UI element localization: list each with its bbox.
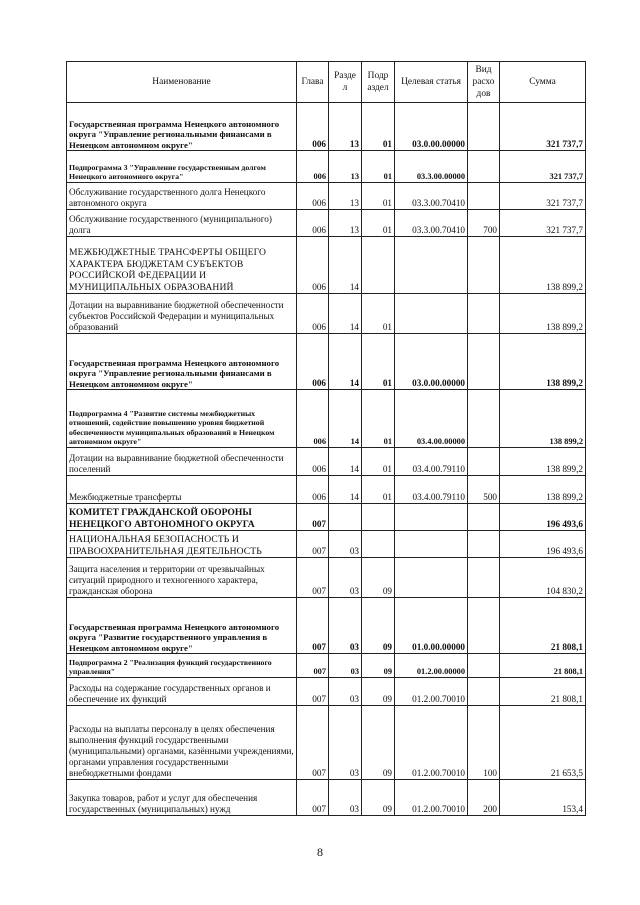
row-expense-kind (468, 390, 500, 448)
row-expense-kind (468, 678, 500, 706)
row-sum: 138 899,2 (500, 390, 586, 448)
row-sum: 21 808,1 (500, 654, 586, 678)
row-target-article: 03.4.00.79110 (395, 476, 468, 504)
row-target-article (395, 531, 468, 558)
page-number: 8 (317, 845, 323, 859)
table-body (67, 103, 586, 816)
row-subsection (362, 237, 395, 294)
row-sum: 21 653,5 (500, 706, 586, 780)
row-chapter: 007 (297, 678, 329, 706)
row-sum: 153,4 (500, 780, 586, 816)
row-target-article: 01.0.00.00000 (395, 598, 468, 654)
row-section: 03 (329, 598, 362, 654)
row-sum: 321 737,7 (500, 183, 586, 210)
row-expense-kind (468, 598, 500, 654)
row-name: Государственная программа Ненецкого автономного округа "Управление региональными финансами в Ненецком автономном округе" (67, 103, 297, 151)
row-target-article: 03.0.00.00000 (395, 334, 468, 390)
table-row (67, 706, 586, 780)
row-subsection: 01 (362, 448, 395, 476)
row-chapter: 006 (297, 151, 329, 183)
row-section: 13 (329, 183, 362, 210)
row-section: 03 (329, 654, 362, 678)
header-name: Наименование (67, 62, 297, 103)
row-sum: 138 899,2 (500, 237, 586, 294)
row-chapter: 007 (297, 504, 329, 531)
row-chapter: 007 (297, 780, 329, 816)
row-name: Государственная программа Ненецкого автономного округа "Управление региональными финансами в Ненецком автономном округе" (67, 334, 297, 390)
row-chapter: 006 (297, 390, 329, 448)
row-subsection: 09 (362, 598, 395, 654)
row-name: Закупка товаров, работ и услуг для обеспечения государственных (муниципальных) нужд (67, 780, 297, 816)
row-chapter: 006 (297, 210, 329, 237)
table-row (67, 558, 586, 598)
row-subsection: 01 (362, 103, 395, 151)
row-section: 14 (329, 334, 362, 390)
row-section: 03 (329, 678, 362, 706)
row-section: 14 (329, 476, 362, 504)
row-expense-kind (468, 504, 500, 531)
table-row (67, 476, 586, 504)
table-row (67, 237, 586, 294)
row-subsection: 09 (362, 678, 395, 706)
row-name: Расходы на выплаты персоналу в целях обеспечения выполнения функций государственными (муниципальными) органами, казёнными учреждениями, органами управления государственными внебюджетными фондами (67, 706, 297, 780)
row-section: 13 (329, 103, 362, 151)
row-subsection: 01 (362, 476, 395, 504)
row-chapter: 006 (297, 294, 329, 334)
row-subsection: 09 (362, 706, 395, 780)
row-section: 14 (329, 294, 362, 334)
row-section: 14 (329, 390, 362, 448)
row-expense-kind (468, 531, 500, 558)
row-name: КОМИТЕТ ГРАЖДАНСКОЙ ОБОРОНЫ НЕНЕЦКОГО АВТОНОМНОГО ОКРУГА (67, 504, 297, 531)
row-sum: 138 899,2 (500, 448, 586, 476)
row-target-article: 01.2.00.70010 (395, 780, 468, 816)
row-target-article: 03.4.00.00000 (395, 390, 468, 448)
row-target-article (395, 558, 468, 598)
row-target-article: 03.3.00.00000 (395, 151, 468, 183)
row-name: МЕЖБЮДЖЕТНЫЕ ТРАНСФЕРТЫ ОБЩЕГО ХАРАКТЕРА БЮДЖЕТАМ СУБЪЕКТОВ РОССИЙСКОЙ ФЕДЕРАЦИИ И МУНИЦИПАЛЬНЫХ ОБРАЗОВАНИЙ (67, 237, 297, 294)
row-subsection (362, 531, 395, 558)
row-sum: 21 808,1 (500, 598, 586, 654)
row-expense-kind (468, 294, 500, 334)
row-sum: 138 899,2 (500, 476, 586, 504)
header-sum: Сумма (500, 62, 586, 103)
row-section: 13 (329, 151, 362, 183)
row-sum: 138 899,2 (500, 294, 586, 334)
table-row (67, 183, 586, 210)
header-target-article: Целевая статья (395, 62, 468, 103)
row-target-article: 03.3.00.70410 (395, 210, 468, 237)
row-name: Обслуживание государственного долга Ненецкого автономного округа (67, 183, 297, 210)
row-chapter: 006 (297, 476, 329, 504)
row-expense-kind (468, 183, 500, 210)
row-subsection: 01 (362, 294, 395, 334)
table-row (67, 598, 586, 654)
row-chapter: 007 (297, 654, 329, 678)
row-expense-kind (468, 151, 500, 183)
row-section: 03 (329, 558, 362, 598)
row-expense-kind: 100 (468, 706, 500, 780)
row-subsection: 01 (362, 210, 395, 237)
row-chapter: 007 (297, 558, 329, 598)
row-chapter: 007 (297, 706, 329, 780)
budget-table (66, 61, 586, 816)
row-chapter: 006 (297, 103, 329, 151)
row-section: 03 (329, 706, 362, 780)
row-sum: 196 493,6 (500, 531, 586, 558)
table-row (67, 504, 586, 531)
row-subsection: 01 (362, 390, 395, 448)
row-subsection: 09 (362, 654, 395, 678)
row-subsection: 01 (362, 151, 395, 183)
row-chapter: 007 (297, 531, 329, 558)
row-sum: 138 899,2 (500, 334, 586, 390)
row-sum: 321 737,7 (500, 103, 586, 151)
row-name: Государственная программа Ненецкого автономного округа "Развитие государственного управления в Ненецком автономном округе" (67, 598, 297, 654)
row-subsection (362, 504, 395, 531)
table-row (67, 151, 586, 183)
table-row (67, 780, 586, 816)
row-name: Подпрограмма 3 "Управление государственным долгом Ненецкого автономного округа" (67, 151, 297, 183)
row-expense-kind (468, 654, 500, 678)
row-subsection: 09 (362, 780, 395, 816)
row-chapter: 006 (297, 448, 329, 476)
row-target-article (395, 294, 468, 334)
table-row (67, 448, 586, 476)
row-subsection: 01 (362, 183, 395, 210)
row-section: 13 (329, 210, 362, 237)
row-sum: 21 808,1 (500, 678, 586, 706)
row-expense-kind: 200 (468, 780, 500, 816)
row-section: 14 (329, 448, 362, 476)
row-chapter: 006 (297, 334, 329, 390)
row-section: 03 (329, 531, 362, 558)
row-expense-kind (468, 558, 500, 598)
table-header (67, 62, 586, 103)
row-sum: 104 830,2 (500, 558, 586, 598)
row-section (329, 504, 362, 531)
row-sum: 321 737,7 (500, 151, 586, 183)
row-expense-kind: 700 (468, 210, 500, 237)
row-name: Дотации на выравнивание бюджетной обеспеченности поселений (67, 448, 297, 476)
row-sum: 321 737,7 (500, 210, 586, 237)
row-name: Подпрограмма 4 "Развитие системы межбюджетных отношений, содействие повышению уровня бюджетной обеспеченности муниципальных образований в Ненецком автономном округе" (67, 390, 297, 448)
row-target-article: 03.4.00.79110 (395, 448, 468, 476)
table-row (67, 678, 586, 706)
row-target-article (395, 504, 468, 531)
row-name: Защита населения и территории от чрезвычайных ситуаций природного и техногенного характера, гражданская оборона (67, 558, 297, 598)
row-expense-kind (468, 237, 500, 294)
header-expense-kind: Вид расхо дов (468, 62, 500, 103)
row-name: Дотации на выравнивание бюджетной обеспеченности субъектов Российской Федерации и муниципальных образований (67, 294, 297, 334)
row-name: Подпрограмма 2 "Реализация функций государственного управления" (67, 654, 297, 678)
table-row (67, 210, 586, 237)
row-subsection: 01 (362, 334, 395, 390)
row-name: Межбюджетные трансферты (67, 476, 297, 504)
row-target-article: 03.3.00.70410 (395, 183, 468, 210)
header-section: Разде л (329, 62, 362, 103)
row-chapter: 006 (297, 183, 329, 210)
row-expense-kind (468, 448, 500, 476)
table-row (67, 390, 586, 448)
row-section: 14 (329, 237, 362, 294)
table-row (67, 294, 586, 334)
table-row (67, 654, 586, 678)
table-row (67, 531, 586, 558)
row-target-article: 01.2.00.00000 (395, 654, 468, 678)
row-name: Обслуживание государственного (муниципального) долга (67, 210, 297, 237)
row-expense-kind (468, 334, 500, 390)
row-section: 03 (329, 780, 362, 816)
row-target-article: 01.2.00.70010 (395, 706, 468, 780)
row-subsection: 09 (362, 558, 395, 598)
table-row (67, 334, 586, 390)
row-target-article (395, 237, 468, 294)
row-target-article: 03.0.00.00000 (395, 103, 468, 151)
row-name: Расходы на содержание государственных органов и обеспечение их функций (67, 678, 297, 706)
row-chapter: 006 (297, 237, 329, 294)
table-row (67, 103, 586, 151)
header-chapter: Глава (297, 62, 329, 103)
row-target-article: 01.2.00.70010 (395, 678, 468, 706)
header-subsection: Подр аздел (362, 62, 395, 103)
row-chapter: 007 (297, 598, 329, 654)
row-sum: 196 493,6 (500, 504, 586, 531)
row-expense-kind: 500 (468, 476, 500, 504)
row-expense-kind (468, 103, 500, 151)
row-name: НАЦИОНАЛЬНАЯ БЕЗОПАСНОСТЬ И ПРАВООХРАНИТЕЛЬНАЯ ДЕЯТЕЛЬНОСТЬ (67, 531, 297, 558)
